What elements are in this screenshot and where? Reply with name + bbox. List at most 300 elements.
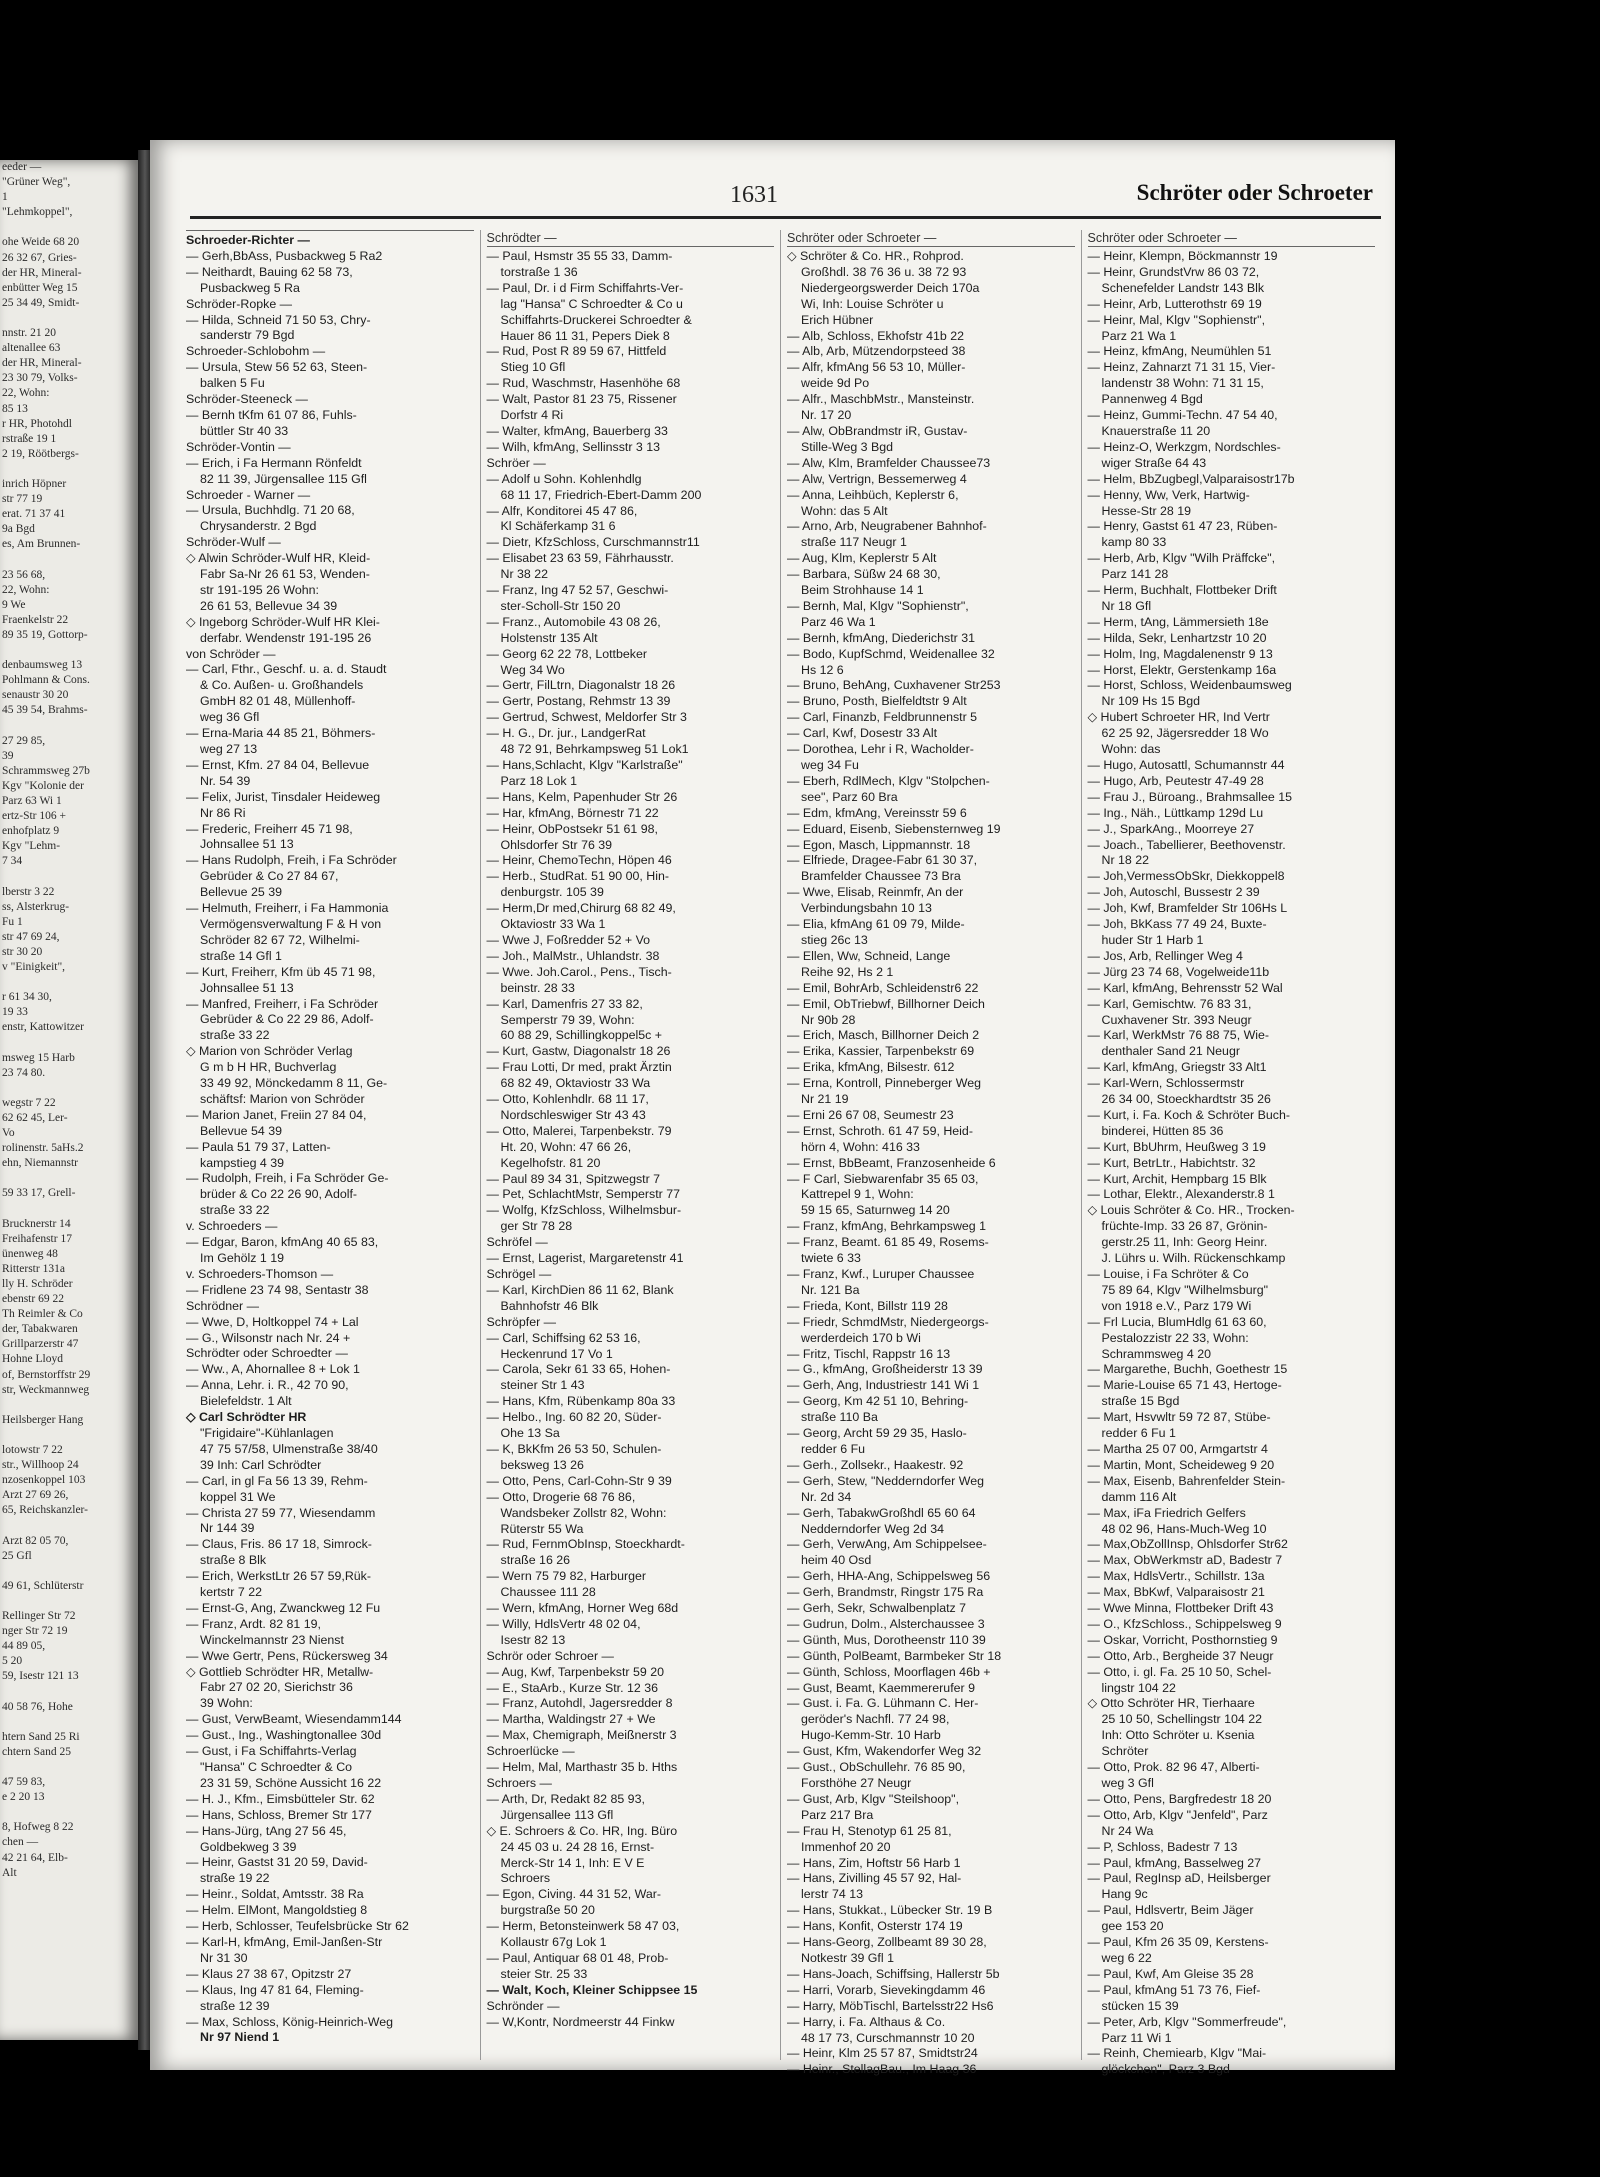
directory-entry-line: — Alw, Klm, Bramfelder Chaussee73 — [787, 455, 991, 470]
directory-entry-line: Parz 21 Wa 1 — [1101, 328, 1177, 343]
directory-entry-line: Heckenrund 17 Vo 1 — [500, 1346, 613, 1361]
directory-entry-line: — Frederic, Freiherr 45 71 98, — [186, 821, 353, 836]
directory-entry-line: Kattrepel 9 1, Wohn: — [801, 1187, 914, 1202]
directory-entry-line: — Gertr, FilLtrn, Diagonalstr 18 26 — [486, 678, 676, 693]
directory-entry-line: — Gertrud, Schwest, Meldorfer Str 3 — [486, 710, 687, 725]
column-head — [186, 230, 474, 231]
left-fragment-line: lly H. Schröder — [2, 1277, 73, 1290]
left-fragment-line: 89 35 19, Gottorp- — [2, 628, 88, 641]
directory-entry-line: — Wilh, kfmAng, Sellinsstr 3 13 — [486, 439, 661, 454]
directory-entry-line: ◇ Otto Schröter HR, Tierhaare — [1087, 1696, 1255, 1711]
directory-entry-line: — Rud, Waschmstr, Hasenhöhe 68 — [486, 376, 681, 391]
directory-entry-line: — Herb, Schlosser, Teufelsbrücke Str 62 — [186, 1919, 409, 1934]
scan-background — [1395, 140, 1600, 2070]
directory-entry-line: Kegelhofstr. 81 20 — [500, 1155, 601, 1170]
directory-entry-line: Bellevue 54 39 — [200, 1123, 282, 1138]
directory-entry-line: — Paul, RegInsp aD, Heilsberger — [1087, 1871, 1271, 1886]
directory-entry-line: — Barbara, Süßw 24 68 30, — [787, 567, 941, 582]
directory-entry-line: — Otto, Pens, Carl-Cohn-Str 9 39 — [486, 1473, 672, 1488]
directory-entry-line: — Hans, Zim, Hoftstr 56 Harb 1 — [787, 1855, 961, 1870]
directory-entry-line: — Emil, ObTriebwf, Billhorner Deich — [787, 996, 985, 1011]
left-fragment-line: 59, Isestr 121 13 — [2, 1670, 79, 1683]
directory-entry-line: Ohlsdorfer Str 76 39 — [500, 837, 613, 852]
left-fragment-line: 45 39 54, Brahms- — [2, 704, 88, 717]
left-fragment-line: 59 33 17, Grell- — [2, 1187, 76, 1200]
directory-entry-line: — F Carl, Siebwarenfabr 35 65 03, — [787, 1171, 979, 1186]
directory-entry-line: straße 8 Blk — [200, 1553, 267, 1568]
left-fragment-line — [0, 1518, 138, 1533]
directory-entry-line: — Wwe. Joh.Carol., Pens., Tisch- — [486, 964, 672, 979]
directory-entry-line: Wandsbeker Zollstr 82, Wohn: — [500, 1505, 667, 1520]
directory-entry-line: huder Str 1 Harb 1 — [1101, 932, 1204, 947]
directory-entry-line: straße 16 26 — [500, 1553, 571, 1568]
directory-entry-line: — Wwe Minna, Flottbeker Drift 43 — [1087, 1601, 1274, 1616]
directory-entry-line: Nr. 17 20 — [801, 408, 852, 423]
directory-entry-line: Merck-Str 14 1, Inh: E V E — [500, 1855, 645, 1870]
directory-entry-line: — Fritz, Tischl, Rappstr 16 13 — [787, 1346, 951, 1361]
directory-entry-line: G m b H HR, Buchverlag — [200, 1060, 337, 1075]
directory-entry-line: — H. J., Kfm., Eimsbütteler Str. 62 — [186, 1791, 375, 1806]
directory-entry-line: — Gerh, HHA-Ang, Schippelsweg 56 — [787, 1569, 991, 1584]
directory-entry-line: Hauer 86 11 31, Pepers Diek 8 — [500, 328, 670, 343]
directory-entry-line: Inh: Otto Schröter u. Ksenia — [1101, 1728, 1255, 1743]
directory-entry-line: lingstr 104 22 — [1101, 1680, 1176, 1695]
directory-entry-line: — Herm, Betonsteinwerk 58 47 03, — [486, 1919, 680, 1934]
left-fragment-line: enbütter Weg 15 — [2, 281, 78, 294]
left-fragment-line: 19 33 — [2, 1006, 28, 1019]
directory-entry-line: Hesse-Str 28 19 — [1101, 503, 1192, 518]
directory-entry-line: — Hans, Zivilling 45 57 92, Hal- — [787, 1871, 962, 1886]
directory-entry-line: — Franz., Automobile 43 08 26, — [486, 614, 661, 629]
left-fragment-line: Ritterstr 131a — [2, 1262, 65, 1275]
directory-entry-line: Wohn: das — [1101, 742, 1161, 757]
directory-entry-line: — Carl, Schiffsing 62 53 16, — [486, 1330, 641, 1345]
directory-entry-line: — Ernst-G, Ang, Zwanckweg 12 Fu — [186, 1600, 381, 1615]
directory-entry-line: — Martha, Waldingstr 27 + We — [486, 1712, 656, 1727]
left-fragment-line: Rellinger Str 72 — [2, 1610, 76, 1622]
previous-page-fragment — [0, 160, 138, 2040]
directory-entry-line: Dorfstr 4 Ri — [500, 408, 564, 423]
directory-entry-line: — Egon, Masch, Lippmannstr. 18 — [787, 837, 971, 852]
directory-entry-line: Hs 12 6 — [801, 662, 844, 677]
directory-entry-line: ◇ Hubert Schroeter HR, Ind Vertr — [1087, 710, 1270, 725]
left-fragment-line — [0, 1594, 138, 1609]
directory-entry-line: — Heinr, Arb, Lutterothstr 69 19 — [1087, 296, 1262, 311]
directory-entry-line: — Hans, Konfit, Osterstr 174 19 — [787, 1919, 963, 1934]
directory-entry-line: — Marion Janet, Freiin 27 84 04, — [186, 1107, 367, 1122]
directory-entry-line: — Paul, Kwf, Am Gleise 35 28 — [1087, 1966, 1254, 1981]
directory-entry-line: — Ernst, Lagerist, Margaretenstr 41 — [486, 1251, 684, 1266]
directory-entry-line: redder 6 Fu 1 — [1101, 1426, 1176, 1441]
directory-entry-line: Chaussee 111 28 — [500, 1585, 596, 1600]
left-fragment-line — [0, 1035, 138, 1050]
directory-entry-line: "Frigidaire"-Kühlanlagen — [200, 1425, 334, 1440]
left-fragment-line: 65, Reichskanzler- — [2, 1504, 88, 1517]
left-fragment-line — [0, 1081, 138, 1096]
left-fragment-line: rstraße 19 1 — [2, 432, 57, 445]
directory-entry-line: "Hansa" C Schroedter & Co — [200, 1760, 353, 1774]
left-fragment-line: ehn, Niemannstr — [2, 1157, 79, 1170]
directory-entry-line: beksweg 13 26 — [500, 1457, 584, 1472]
directory-entry-line: Johnsallee 51 13 — [200, 837, 294, 852]
directory-entry-line: 48 17 73, Curschmannstr 10 20 — [801, 2030, 975, 2045]
directory-entry-line: — Edgar, Baron, kfmAng 40 65 83, — [186, 1235, 379, 1250]
directory-entry-line: — Harry, i. Fa. Althaus & Co. — [787, 2014, 946, 2029]
directory-entry-line: Semperstr 79 39, Wohn: — [500, 1012, 635, 1027]
directory-entry-line: — Wern 75 79 82, Harburger — [486, 1569, 647, 1584]
directory-entry-line: Winckelmannstr 23 Nienst — [200, 1632, 344, 1647]
directory-entry-line: — Otto, Malerei, Tarpenbekstr. 79 — [486, 1123, 672, 1138]
directory-entry-line: Wi, Inh: Louise Schröter u — [801, 296, 944, 311]
left-fragment-line: senaustr 30 20 — [2, 689, 69, 702]
directory-entry-line: — Ellen, Ww, Schneid, Lange — [787, 948, 951, 963]
directory-entry-line: Parz 18 Lok 1 — [500, 773, 577, 788]
directory-entry-line: — Peter, Arb, Klgv "Sommerfreude", — [1087, 2014, 1287, 2029]
directory-entry-line: torstraße 1 36 — [500, 264, 578, 279]
left-fragment-line: 7 34 — [2, 855, 23, 868]
directory-entry-line: — Otto, Drogerie 68 76 86, — [486, 1489, 636, 1504]
directory-entry-line: — E., StaArb., Kurze Str. 12 36 — [486, 1680, 658, 1695]
directory-entry-line: — Franz, Ardt. 82 81 19, — [186, 1616, 321, 1631]
directory-entry-line: — Margarethe, Buchh, Goethestr 15 — [1087, 1362, 1288, 1377]
directory-entry-line: — Otto, Pens, Bargfredestr 18 20 — [1087, 1791, 1272, 1806]
directory-entry-line: Schroerlücke — — [486, 1744, 575, 1759]
directory-entry-line: Bielefeldstr. 1 Alt — [200, 1394, 292, 1409]
directory-entry-line: — P, Schloss, Badestr 7 13 — [1087, 1839, 1238, 1854]
left-fragment-line: htern Sand 25 Ri — [2, 1730, 80, 1743]
left-fragment-line: Vo — [2, 1127, 15, 1139]
directory-entry-line: — Gust, Kfm, Wakendorfer Weg 32 — [787, 1744, 982, 1759]
left-fragment-line: Hohne Lloyd — [2, 1353, 64, 1366]
directory-entry-line: — Ursula, Buchhdlg. 71 20 68, — [186, 503, 355, 518]
directory-entry-line: — Herm, tAng, Lämmersieth 18e — [1087, 614, 1269, 629]
directory-entry-line: — Elisabet 23 63 59, Fährhausstr. — [486, 551, 674, 566]
left-fragment-line: r HR, Photohdl — [2, 417, 72, 430]
directory-entry-line: steiner Str 1 43 — [500, 1378, 585, 1393]
directory-entry-line: von Schröder — — [186, 646, 276, 661]
directory-entry-line: — Klaus 27 38 67, Opitzstr 27 — [186, 1966, 352, 1981]
left-fragment-line: erat. 71 37 41 — [2, 508, 66, 521]
directory-entry-line: — Rudolph, Freih, i Fa Schröder Ge- — [186, 1171, 389, 1186]
directory-entry-line: — Dorothea, Lehr i R, Wacholder- — [787, 742, 974, 757]
directory-entry-line: — Max,ObZollInsp, Ohlsdorfer Str62 — [1087, 1537, 1288, 1552]
left-fragment-line: nnstr. 21 20 — [2, 327, 56, 340]
left-fragment-line: 25 34 49, Smidt- — [2, 296, 80, 309]
directory-entry-line: heim 40 Osd — [801, 1553, 872, 1568]
left-fragment-line: 27 29 85, — [2, 734, 46, 747]
directory-entry-line: redder 6 Fu — [801, 1441, 866, 1456]
directory-entry-line: Vermögensverwaltung F & H von — [200, 916, 382, 931]
directory-entry-line: stieg 26c 13 — [801, 932, 868, 947]
directory-entry-line: — Herb., StudRat. 51 90 00, Hin- — [486, 869, 670, 884]
left-fragment-line: Parz 63 Wi 1 — [2, 794, 62, 807]
left-fragment-line: "Grüner Weg", — [2, 176, 71, 189]
directory-entry-line: Bellevue 25 39 — [200, 885, 282, 900]
directory-entry-line: — Walt, Koch, Kleiner Schippsee 15 — [486, 1982, 698, 1997]
directory-entry-line: — Eduard, Eisenb, Siebensternweg 19 — [787, 821, 1001, 836]
directory-entry-line: 59 15 65, Saturnweg 14 20 — [801, 1203, 950, 1218]
directory-entry-line: — Max, ObWerkmstr aD, Badestr 7 — [1087, 1553, 1283, 1568]
directory-entry-line: — Heinr, GrundstVrw 86 03 72, — [1087, 264, 1260, 279]
directory-entry-line: — Bernh tKfm 61 07 86, Fuhls- — [186, 407, 357, 422]
directory-entry-line: weg 34 Fu — [801, 758, 859, 772]
left-fragment-line: 9a Bgd — [2, 523, 35, 536]
directory-entry-line: — Joh., MalMstr., Uhlandstr. 38 — [486, 948, 660, 963]
directory-entry-line: Schrödner — — [186, 1298, 260, 1313]
directory-entry-line: Nedderndorfer Weg 2d 34 — [801, 1521, 945, 1536]
directory-entry-line: — Kurt, Freiherr, Kfm üb 45 71 98, — [186, 964, 376, 979]
column-head: Schröter oder Schroeter — — [787, 230, 1075, 247]
directory-entry-line: Schiffahrts-Druckerei Schroedter & — [500, 312, 692, 327]
directory-entry-line: — Carl, Finanzb, Feldbrunnenstr 5 — [787, 710, 978, 725]
directory-entry-line: Nr 144 39 — [200, 1521, 255, 1536]
directory-entry-line: Immenhof 20 20 — [801, 1839, 891, 1854]
directory-entry-line: Rüterstr 55 Wa — [500, 1521, 584, 1536]
directory-entry-line: — Paul, Dr. i d Firm Schiffahrts-Ver- — [486, 280, 684, 295]
directory-entry-line: — Hugo, Arb, Peutestr 47-49 28 — [1087, 773, 1264, 788]
directory-entry-line: — Heinr, Mal, Klgv "Sophienstr", — [1087, 312, 1266, 327]
directory-entry-line: — Rud, FernmObInsp, Stoeckhardt- — [486, 1537, 685, 1552]
directory-entry-line: — Harry, MöbTischl, Bartelsstr22 Hs6 — [787, 1998, 994, 2013]
directory-entry-line: — Carl, Kwf, Dosestr 33 Alt — [787, 726, 938, 741]
directory-entry-line: brüder & Co 22 26 90, Adolf- — [200, 1187, 358, 1202]
directory-entry-line: Gebrüder & Co 27 84 67, — [200, 869, 339, 884]
directory-entry-line: Schröder 82 67 72, Wilhelmi- — [200, 932, 360, 947]
directory-entry-line: Chrysanderstr. 2 Bgd — [200, 519, 317, 534]
left-fragment-line: Heilsberger Hang — [2, 1413, 84, 1426]
directory-entry-line: — Hans,Schlacht, Klgv "Karlstraße" — [486, 758, 683, 772]
directory-entry-line: — Arth, Dr, Redakt 82 85 93, — [486, 1791, 645, 1806]
directory-entry-line: — Karl, kfmAng, Griegstr 33 Alt1 — [1087, 1060, 1267, 1075]
directory-entry-line: — Alw, ObBrandmstr iR, Gustav- — [787, 423, 968, 438]
directory-entry-line: Oktaviostr 33 Wa 1 — [500, 917, 606, 932]
left-fragment-line: der, Tabakwaren — [2, 1323, 78, 1336]
directory-entry-line: — Hans, Kfm, Rübenkamp 80a 33 — [486, 1394, 676, 1409]
directory-entry-line: Weg 34 Wo — [500, 662, 565, 677]
directory-entry-line: — Carl, in gl Fa 56 13 39, Rehm- — [186, 1473, 368, 1488]
directory-entry-line: — Karl, kfmAng, Behrensstr 52 Wal — [1087, 980, 1283, 995]
directory-entry-line: hörn 4, Wohn: 416 33 — [801, 1139, 920, 1154]
directory-entry-line: Parz 217 Bra — [801, 1807, 874, 1822]
directory-entry-line: — Paul, Antiquar 68 01 48, Prob- — [486, 1950, 669, 1965]
directory-entry-line: Holstenstr 135 Alt — [500, 630, 598, 645]
directory-entry-line: — Heinr, ChemoTechn, Höpen 46 — [486, 853, 672, 868]
directory-entry-line: Hang 9c — [1101, 1887, 1148, 1902]
directory-entry-line: lerstr 74 13 — [801, 1887, 863, 1902]
column-head: Schröter oder Schroeter — — [1088, 230, 1376, 247]
left-fragment-line: denbaumsweg 13 — [2, 659, 83, 672]
left-fragment-line: ohe Weide 68 20 — [2, 236, 80, 249]
directory-entry-line: weg 36 Gfl — [200, 710, 260, 725]
directory-entry-line: büttler Str 40 33 — [200, 423, 289, 438]
header-rule — [190, 216, 1381, 219]
directory-entry-line: ◇ Louis Schröter & Co. HR., Trocken- — [1087, 1203, 1295, 1218]
directory-entry-line: — Heinr, Gastst 31 20 59, David- — [186, 1855, 368, 1870]
left-fragment-line: 1 — [2, 191, 8, 204]
left-fragment-line: 47 59 83, — [2, 1776, 46, 1789]
left-fragment-line — [0, 1805, 138, 1820]
directory-entry-line: — Joh, Kwf, Bramfelder Str 106Hs L — [1087, 901, 1288, 916]
directory-entry-line: gee 153 20 — [1101, 1919, 1164, 1934]
directory-entry-line: — Georg, Archt 59 29 35, Haslo- — [787, 1426, 967, 1441]
directory-entry-line: — Georg 62 22 78, Lottbeker — [486, 646, 647, 661]
left-fragment-line: str, Weckmannweg — [2, 1383, 90, 1396]
left-fragment-line: Grillparzerstr 47 — [2, 1338, 79, 1351]
directory-entry-line: — Ernst, Schroth. 61 47 59, Heid- — [787, 1123, 973, 1138]
directory-entry-line: — Gust, Beamt, Kaemmererufer 9 — [787, 1680, 975, 1695]
directory-entry-line: binderei, Hütten 85 36 — [1101, 1123, 1224, 1138]
directory-entry-line: — Gust., Ing., Washingtonallee 30d — [186, 1728, 382, 1743]
directory-entry-line: 68 82 49, Oktaviostr 33 Wa — [500, 1076, 651, 1091]
directory-entry-line: — Paul, kfmAng, Basselweg 27 — [1087, 1855, 1262, 1870]
directory-entry-line: — Günth, Schloss, Moorflagen 46b + — [787, 1664, 991, 1679]
directory-entry-line: — Henry, Gastst 61 47 23, Rüben- — [1087, 519, 1278, 534]
directory-entry-line: Schrögel — — [486, 1267, 552, 1281]
left-fragment-line: Alt — [2, 1866, 17, 1879]
directory-entry-line: — Reinh, Chemiearb, Klgv "Mai- — [1087, 2046, 1267, 2061]
left-fragment-line: 2 19, Röötbergs- — [2, 447, 79, 460]
directory-entry-line: ◇ Marion von Schröder Verlag — [186, 1044, 353, 1059]
left-fragment-line: ertz-Str 106 + — [2, 810, 66, 823]
directory-entry-line: — Otto, Prok. 82 96 47, Alberti- — [1087, 1760, 1260, 1775]
directory-entry-line: beinstr. 28 33 — [500, 980, 575, 995]
directory-entry-line: — Paula 51 79 37, Latten- — [186, 1139, 331, 1154]
directory-entry-line: — Heinz, kfmAng, Neumühlen 51 — [1087, 344, 1272, 359]
directory-entry-line: Parz 46 Wa 1 — [801, 614, 876, 629]
directory-entry-line: — Anna, Leihbüch, Keplerstr 6, — [787, 487, 959, 502]
directory-entry-line: — Herm,Dr med,Chirurg 68 82 49, — [486, 901, 676, 916]
directory-entry-line: — Paul, Hsmstr 35 55 33, Damm- — [486, 249, 673, 263]
directory-entry-line: Nr. 121 Ba — [801, 1282, 860, 1297]
directory-entry-line: — Otto, Arb, Klgv "Jenfeld", Parz — [1087, 1807, 1268, 1822]
directory-entry-line: ster-Scholl-Str 150 20 — [500, 598, 621, 613]
directory-entry-line: — Alb, Schloss, Ekhofstr 41b 22 — [787, 328, 965, 343]
left-fragment-line: Pohlmann & Cons. — [2, 674, 90, 687]
directory-entry-line: straße 19 22 — [200, 1871, 270, 1886]
directory-entry-line: — Max, iFa Friedrich Gelfers — [1087, 1505, 1246, 1520]
directory-entry-line: — Günth, Mus, Dorotheenstr 110 39 — [787, 1632, 986, 1647]
directory-entry-line: — Arno, Arb, Neugrabener Bahnhof- — [787, 519, 987, 534]
directory-entry-line: Parz 141 28 — [1101, 567, 1169, 582]
directory-entry-line: — Christa 27 59 77, Wiesendamm — [186, 1505, 376, 1520]
directory-entry-line: balken 5 Fu — [200, 376, 265, 391]
directory-entry-line: — Erika, Kassier, Tarpenbekstr 69 — [787, 1044, 975, 1059]
directory-entry-line: — Oskar, Vorricht, Posthornstieg 9 — [1087, 1632, 1278, 1647]
directory-entry-line: — Heinr., StellagBau., Im Haag 36 — [787, 2062, 977, 2077]
directory-entry-line: 25 10 50, Schellingstr 104 22 — [1101, 1712, 1263, 1727]
directory-entry-line: 60 88 29, Schillingkoppel5c + — [500, 1028, 663, 1043]
directory-entry-line: — Franz, Kwf., Luruper Chaussee — [787, 1267, 975, 1281]
directory-entry-line: — Heinz-O, Werkzgm, Nordschles- — [1087, 439, 1281, 454]
directory-entry-line: — W,Kontr, Nordmeerstr 44 Finkw — [486, 2014, 675, 2029]
directory-entry-line: Schröer — — [486, 455, 546, 470]
directory-entry-line: damm 116 Alt — [1101, 1489, 1177, 1504]
directory-entry-line: — Georg, Km 42 51 10, Behring- — [787, 1394, 969, 1409]
left-fragment-line: 22, Wohn: — [2, 387, 50, 400]
left-fragment-line: str 30 20 — [2, 945, 43, 958]
directory-entry-line: — Franz, Beamt. 61 85 49, Rosems- — [787, 1235, 989, 1250]
directory-entry-line: 82 11 39, Jürgensallee 115 Gfl — [200, 471, 367, 486]
directory-entry-line: werderdeich 170 b Wi — [801, 1330, 921, 1345]
directory-entry-line: see", Parz 60 Bra — [801, 789, 898, 804]
column-head: Schrödter — — [487, 230, 775, 247]
directory-entry-line: — Joh, BkKass 77 49 24, Buxte- — [1087, 917, 1267, 932]
directory-entry-line: — Dietr, KfzSchloss, Curschmannstr11 — [486, 535, 700, 550]
directory-entry-line: Bahnhofstr 46 Blk — [500, 1298, 599, 1313]
directory-entry-line: — Bruno, Posth, Bielfeldtstr 9 Alt — [787, 694, 967, 709]
directory-entry-line: — Franz, Ing 47 52 57, Geschwi- — [486, 583, 669, 598]
directory-entry-line: — Helbo., Ing. 60 82 20, Süder- — [486, 1410, 662, 1425]
left-fragment-line: Fu 1 — [2, 915, 23, 928]
directory-entry-line: 26 61 53, Bellevue 34 39 — [200, 598, 338, 613]
directory-entry-line: Schröder-Ropke — — [186, 296, 293, 311]
directory-entry-line: — Holm, Ing, Magdalenenstr 9 13 — [1087, 646, 1273, 661]
directory-entry-line: GmbH 82 01 48, Müllenhoff- — [200, 694, 356, 709]
column-1 — [180, 230, 480, 2060]
directory-entry-line: glöckchen", Parz 3 Bgd — [1101, 2062, 1230, 2077]
directory-entry-line: Stieg 10 Gfl — [500, 360, 566, 375]
left-fragment-line: 8, Hofweg 8 22 — [2, 1821, 74, 1834]
directory-entry-line: Jürgensallee 113 Gfl — [500, 1807, 614, 1822]
left-fragment-line — [0, 1760, 138, 1775]
directory-entry-line: — Hans-Georg, Zollbeamt 89 30 28, — [787, 1935, 987, 1950]
directory-entry-line: ◇ Schröter & Co. HR., Rohprod. — [787, 249, 964, 263]
directory-entry-line: 47 75 57/58, Ulmenstraße 38/40 — [200, 1441, 378, 1456]
directory-entry-line: Schrönder — — [486, 1998, 560, 2013]
directory-entry-line: von 1918 e.V., Parz 179 Wi — [1101, 1298, 1252, 1313]
directory-entry-line: — Herm, Buchhalt, Flottbeker Drift — [1087, 583, 1277, 598]
left-fragment-line: Freihafenstr 17 — [2, 1232, 72, 1245]
directory-entry-line: — Hugo, Autosattl, Schumannstr 44 — [1087, 758, 1285, 772]
directory-entry-line: — Hans, Kelm, Papenhuder Str 26 — [486, 789, 678, 804]
directory-entry-line: — Ursula, Stew 56 52 63, Steen- — [186, 360, 368, 375]
directory-entry-line: ◇ Carl Schrödter HR — [186, 1410, 307, 1425]
directory-entry-line: — Max, Schloss, König-Heinrich-Weg — [186, 2014, 394, 2029]
left-fragment-line: 25 Gfl — [2, 1549, 32, 1562]
left-fragment-line — [0, 552, 138, 567]
directory-entry-line: Nr 109 Hs 15 Bgd — [1101, 694, 1200, 709]
directory-entry-line: Notkestr 39 Gfl 1 — [801, 1950, 894, 1965]
left-fragment-line: 85 13 — [2, 402, 28, 415]
left-fragment-line: lotowstr 7 22 — [2, 1443, 63, 1456]
directory-entry-line: Pestalozzistr 22 33, Wohn: — [1101, 1330, 1249, 1345]
page-number: 1631 — [730, 182, 778, 208]
left-fragment-line: Kgv "Lehm- — [2, 840, 61, 853]
column-4 — [1081, 230, 1382, 2077]
directory-entry-line: — Karl, Damenfris 27 33 82, — [486, 996, 643, 1011]
left-fragment-line: 39 — [2, 749, 14, 762]
directory-entry-line: — Wwe J, Foßredder 52 + Vo — [486, 932, 651, 947]
directory-entry-line: — Helmuth, Freiherr, i Fa Hammonia — [186, 901, 389, 916]
directory-entry-line: J. Lührs u. Wilh. Rückenschkamp — [1101, 1251, 1286, 1266]
directory-entry-line: Nr 18 Gfl — [1101, 598, 1152, 613]
directory-entry-line: — Pet, SchlachtMstr, Semperstr 77 — [486, 1187, 681, 1202]
directory-entry-line: 39 Inh: Carl Schrödter — [200, 1457, 322, 1472]
directory-entry-line: Schröpfer — — [486, 1314, 557, 1329]
directory-columns — [180, 230, 1381, 2077]
directory-entry-line: Ohe 13 Sa — [500, 1426, 560, 1441]
left-fragment-line — [0, 1171, 138, 1186]
directory-entry-line: Nr 86 Ri — [200, 805, 246, 820]
directory-entry-line: — Alfr, kfmAng 56 53 10, Müller- — [787, 360, 966, 375]
left-fragment-line — [0, 1398, 138, 1413]
directory-entry-line: — Gerh., Zollsekr., Haakestr. 92 — [787, 1457, 964, 1472]
directory-entry-line: weide 9d Po — [801, 376, 870, 391]
directory-entry-line: Schröder-Steeneck — — [186, 392, 308, 407]
directory-entry-line: — Karl, WerkMstr 76 88 75, Wie- — [1087, 1028, 1270, 1043]
left-fragment-line: str., Willhoop 24 — [2, 1459, 79, 1472]
directory-entry-line: Im Gehölz 1 19 — [200, 1251, 285, 1265]
